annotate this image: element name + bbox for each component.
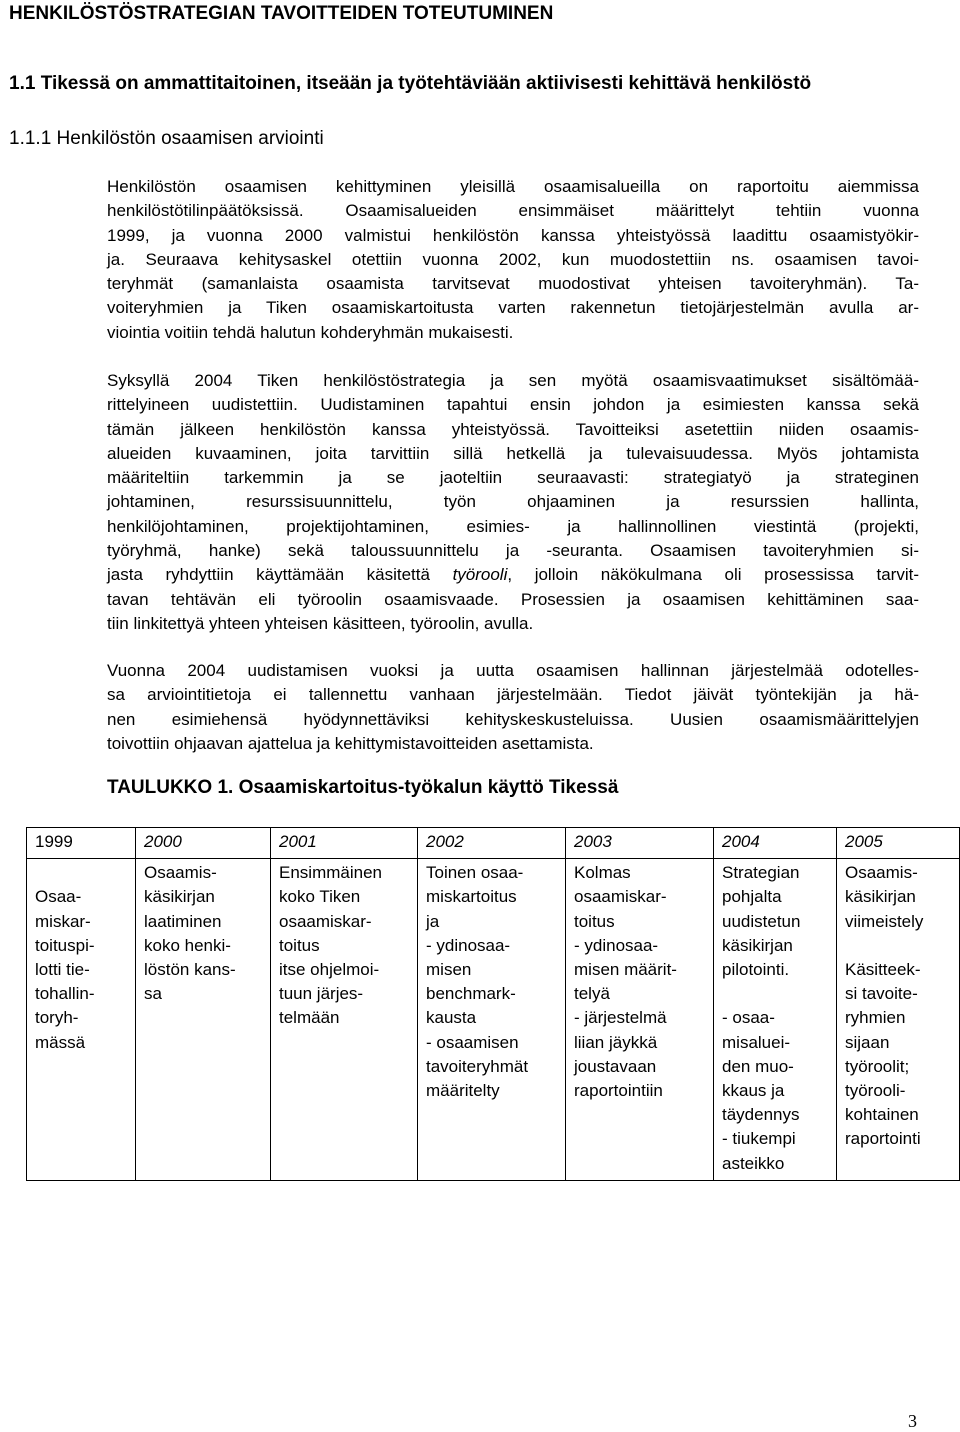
cell-line: kausta	[426, 1008, 477, 1028]
paragraph-line: toivottiin ohjaavan ajattelua ja kehittymistavoitteiden asettamista.	[107, 733, 594, 753]
page-number: 3	[908, 1411, 917, 1431]
cell-line: osaamiskar-	[574, 887, 667, 907]
paragraph-1	[107, 175, 919, 345]
table-cell-2002	[418, 859, 566, 1181]
cell-line: - ydinosaa-	[574, 935, 659, 955]
paragraph-line: jasta ryhdyttiin käyttämään käsitettä työrooli, jolloin näkökulmana oli prosessissa tarvit-	[107, 565, 919, 585]
paragraph-line: Vuonna 2004 uudistamisen vuoksi ja uutta osaamisen hallinnan järjestelmää odotelles-	[107, 661, 919, 680]
cell-line: benchmark-	[426, 984, 516, 1004]
cell-line: Käsitteek-	[845, 960, 921, 980]
year-cell: 2005	[837, 828, 960, 859]
cell-line: telyä	[574, 984, 610, 1004]
cell-line	[845, 934, 951, 958]
cell-line: Osaa-	[35, 887, 82, 907]
year-cell: 2001	[271, 828, 418, 859]
paragraph-2	[107, 369, 919, 636]
cell-line: itse ohjelmoi-	[279, 960, 380, 980]
cell-line: uudistetun	[722, 911, 801, 931]
cell-line	[722, 982, 828, 1006]
paragraph-line: viointia voitiin tehdä halutun kohderyhmän mukaisesti.	[107, 322, 514, 342]
paragraph-line: työryhmä, hanke) sekä taloussuunnittelu ja -seuranta. Osaamisen tavoiteryhmien si-	[107, 541, 919, 561]
table-cell-1999	[27, 859, 136, 1181]
cell-line: määritelty	[426, 1081, 500, 1101]
cell-line: ryhmien	[845, 1008, 906, 1028]
cell-line: raportointi	[845, 1129, 921, 1149]
cell-line: miskar-	[35, 911, 91, 931]
paragraph-line: voiteryhmien ja Tiken osaamiskartoitusta varten rakennetun tietojärjestelmän avulla ar-	[107, 298, 919, 318]
cell-line: Ensimmäinen	[279, 863, 382, 883]
paragraph-line: Henkilöstön osaamisen kehittyminen yleisillä osaamisalueilla on raportoitu aiemmissa	[107, 177, 919, 196]
paragraph-line: tavan tehtävän eli työroolin osaamisvaade. Prosessien ja osaamisen kehittäminen saa-	[107, 589, 919, 609]
paragraph-line: johtaminen, resurssisuunnittelu, työn ohjaaminen ja resurssien hallinta,	[107, 492, 919, 512]
year-cell: 2003	[566, 828, 714, 859]
table-caption: TAULUKKO 1. Osaamiskartoitus-työkalun käyttö Tikessä	[107, 777, 619, 798]
cell-line: misen määrit-	[574, 960, 677, 980]
cell-line: Osaamis-	[144, 863, 217, 883]
cell-line: si tavoite-	[845, 984, 918, 1004]
cell-line: toitus	[279, 935, 320, 955]
year-cell: 2000	[136, 828, 271, 859]
cell-line: mässä	[35, 1032, 86, 1052]
competence-mapping-table	[26, 827, 960, 1181]
cell-line: - ydinosaa-	[426, 935, 511, 955]
cell-line: Osaamis-	[845, 863, 918, 883]
table-row	[27, 859, 960, 1181]
cell-line	[35, 861, 127, 885]
italic-term: työrooli	[452, 565, 508, 585]
cell-line: joustavaan	[574, 1056, 657, 1076]
table-cell-2000	[136, 859, 271, 1181]
cell-line: käsikirjan	[722, 935, 793, 955]
cell-line: sijaan	[845, 1032, 890, 1052]
cell-line: työrooli-	[845, 1081, 906, 1101]
year-cell: 2004	[714, 828, 837, 859]
cell-line: asteikko	[722, 1153, 785, 1173]
cell-line: Toinen osaa-	[426, 863, 524, 883]
paragraph-line: määriteltiin tarkemmin ja se jaoteltiin seuraavasti: strategiatyö ja strateginen	[107, 468, 919, 488]
paragraph-line: ja. Seuraava kehitysaskel otettiin vuonna 2002, kun muodostettiin ns. osaamisen tavoi-	[107, 249, 919, 269]
cell-line: toitus	[574, 911, 615, 931]
table-cell-2004	[714, 859, 837, 1181]
table-cell-2003	[566, 859, 714, 1181]
cell-line: ja	[426, 911, 440, 931]
cell-line: telmään	[279, 1008, 340, 1028]
paragraph-line: tämän jälkeen henkilöstön kanssa yhteistyössä. Tavoitteiksi asetettiin niiden osaamis-	[107, 419, 919, 439]
paragraph-3	[107, 659, 919, 756]
cell-line: toituspi-	[35, 935, 95, 955]
cell-line: pilotointi.	[722, 960, 790, 980]
cell-line: löstön kans-	[144, 960, 236, 980]
cell-line: käsikirjan	[144, 887, 215, 907]
table-header-row	[27, 828, 960, 859]
year-cell: 2002	[418, 828, 566, 859]
paragraph-line: henkilöjohtaminen, projektijohtaminen, esimies- ja hallinnollinen viestintä (projekti,	[107, 516, 919, 536]
cell-line: miskartoitus	[426, 887, 517, 907]
table-cell-2001	[271, 859, 418, 1181]
cell-line: den muo-	[722, 1056, 794, 1076]
paragraph-line: nen esimiehensä hyödynnettäviksi kehityskeskusteluissa. Uusien osaamismäärittelyjen	[107, 709, 919, 729]
cell-line: pohjalta	[722, 887, 782, 907]
cell-line: koko henki-	[144, 935, 231, 955]
paragraph-line: rittelyineen uudistettiin. Uudistaminen tapahtui ensin johdon ja esimiesten kanssa sekä	[107, 395, 919, 415]
cell-line: kohtainen	[845, 1105, 919, 1125]
paragraph-line: Syksyllä 2004 Tiken henkilöstöstrategia ja sen myötä osaamisvaatimukset sisältömää-	[107, 371, 919, 390]
cell-line: - osaa-	[722, 1008, 775, 1028]
cell-line: lotti tie-	[35, 960, 90, 980]
cell-line: kkaus ja	[722, 1081, 785, 1101]
paragraph-line: tiin linkitettyä yhteen yhteisen käsitteen, työroolin, avulla.	[107, 613, 534, 633]
paragraph-line: alueiden kuvaaminen, joita tarvittiin sillä hetkellä ja tulevaisuudessa. Myös johtamista	[107, 443, 919, 463]
paragraph-line: teryhmät (samanlaista osaamista tarvitsevat muodostivat yhteisen tavoiteryhmän). Ta-	[107, 274, 919, 294]
cell-line: koko Tiken	[279, 887, 361, 907]
cell-line: misen	[426, 960, 472, 980]
cell-line: liian jäykkä	[574, 1032, 658, 1052]
cell-line: tavoiteryhmät	[426, 1056, 529, 1076]
cell-line: työroolit;	[845, 1056, 910, 1076]
cell-line: misaluei-	[722, 1032, 791, 1052]
cell-line: viimeistely	[845, 911, 924, 931]
cell-line: täydennys	[722, 1105, 800, 1125]
cell-line: raportointiin	[574, 1081, 663, 1101]
cell-line: Kolmas	[574, 863, 631, 883]
cell-line: laatiminen	[144, 911, 222, 931]
cell-line: - osaamisen	[426, 1032, 519, 1052]
paragraph-line: henkilöstötilinpäätöksissä. Osaamisalueiden ensimmäiset määrittelyt tehtiin vuonna	[107, 201, 919, 221]
cell-line: tuun järjes-	[279, 984, 364, 1004]
cell-line: sa	[144, 984, 162, 1004]
cell-line: - tiukempi	[722, 1129, 796, 1149]
cell-line: osaamiskar-	[279, 911, 372, 931]
cell-line: Strategian	[722, 863, 800, 883]
cell-line: toryh-	[35, 1008, 79, 1028]
document-title: HENKILÖSTÖSTRATEGIAN TAVOITTEIDEN TOTEUTUMINEN	[9, 3, 554, 24]
cell-line: tohallin-	[35, 984, 95, 1004]
section-heading: 1.1 Tikessä on ammattitaitoinen, itseään ja työtehtäviään aktiivisesti kehittävä henkilöstö	[9, 73, 812, 94]
subsection-heading: 1.1.1 Henkilöstön osaamisen arviointi	[9, 128, 324, 149]
cell-line: - järjestelmä	[574, 1008, 667, 1028]
year-cell: 1999	[27, 828, 136, 859]
paragraph-line: sa arviointitietoja ei tallennettu vanhaan järjestelmään. Tiedot jäivät työntekijän ja hä-	[107, 685, 919, 705]
paragraph-line: 1999, ja vuonna 2000 valmistui henkilöstön kanssa yhteistyössä laadittu osaamistyökir-	[107, 225, 919, 245]
table-cell-2005	[837, 859, 960, 1181]
cell-line: käsikirjan	[845, 887, 916, 907]
